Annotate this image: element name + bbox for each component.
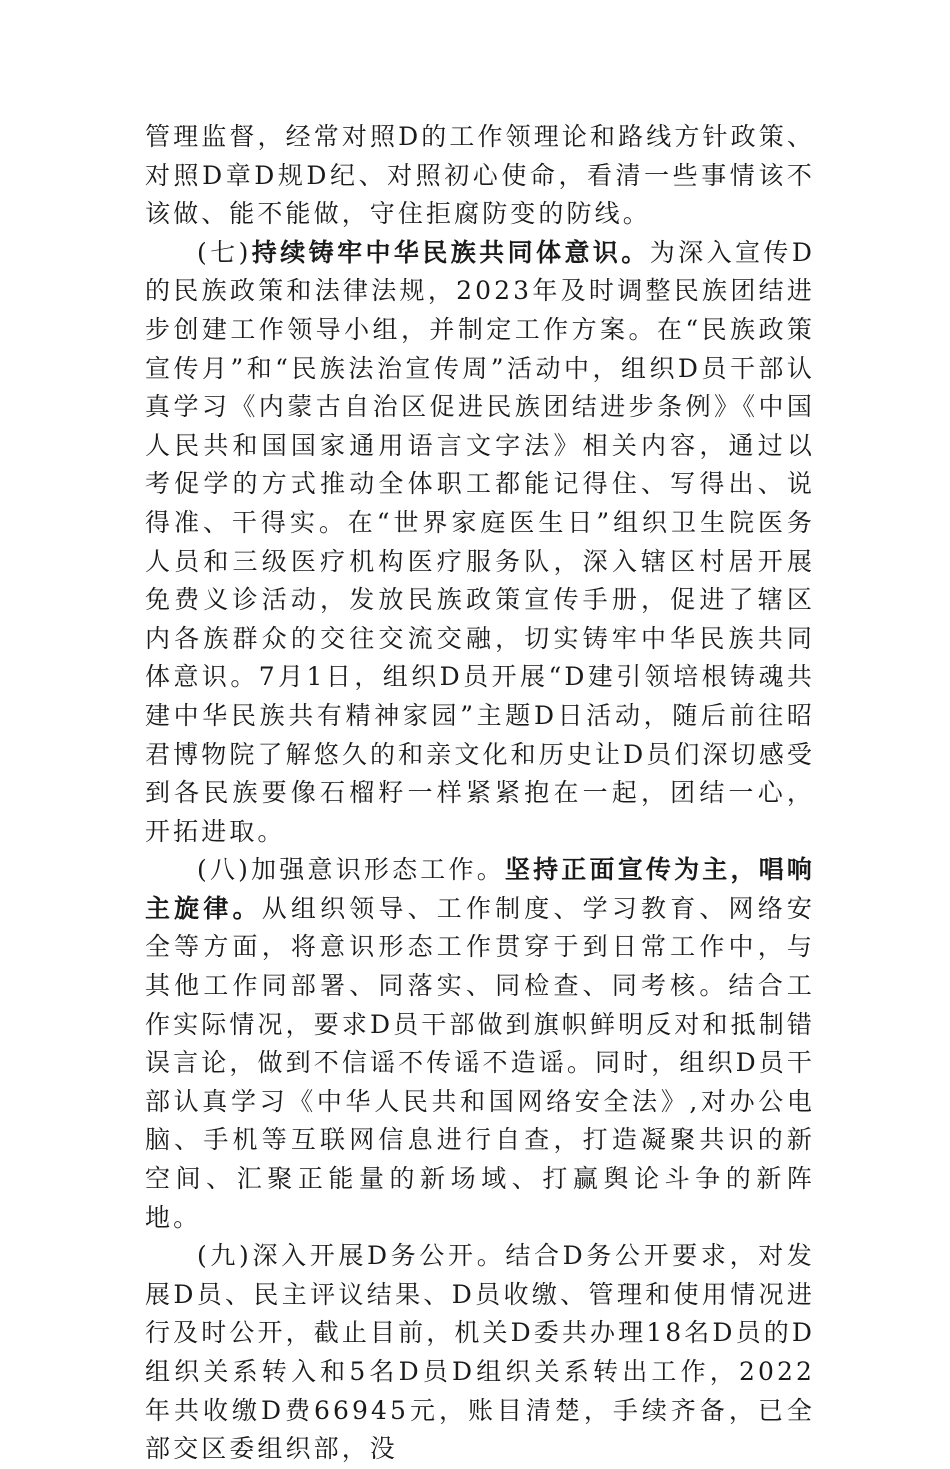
paragraph-4 — [145, 1237, 815, 1469]
paragraph-1 — [145, 118, 815, 234]
paragraph-3-heading: 坚持正面宣传为主，唱响主旋律。 — [145, 855, 815, 923]
paragraph-3-lead: (八)加强意识形态工作。 — [197, 855, 505, 885]
paragraph-3-body: 从组织领导、工作制度、学习教育、网络安全等方面，将意识形态工作贯穿于到日常工作中，与其他工作同部署、同落实、同检查、同考核。结合工作实际情况，要求D员干部做到旗帜鲜明反对和抵制错误言论，做到不信谣不传谣不造谣。同时，组织D员干部认真学习《中华人民共和国网络安全法》,对办公电脑、手机等互联网信息进行自查，打造凝聚共识的新空间、汇聚正能量的新场域、打赢舆论斗争的新阵地。 — [145, 893, 816, 1232]
paragraph-4-lead: (九)深入开展D务公开。 — [197, 1241, 506, 1271]
paragraph-1-body: 管理监督，经常对照D的工作领理论和路线方针政策、对照D章D规D纪、对照初心使命，看清一些事情该不该做、能不能做，守住拒腐防变的防线。 — [145, 122, 815, 229]
document-page — [145, 118, 815, 1469]
paragraph-4-body: 结合D务公开要求，对发展D员、民主评议结果、D员收缴、管理和使用情况进行及时公开，截止目前，机关D委共办理18名D员的D组织关系转入和5名D员D组织关系转出工作，2022年共收缴D费66945元，账目清楚，手续齐备，已全部交区委组织部，没 — [145, 1241, 815, 1464]
paragraph-2 — [145, 234, 815, 852]
paragraph-2-lead: (七) — [197, 237, 252, 267]
paragraph-2-body: 为深入宣传D的民族政策和法律法规，2023年及时调整民族团结进步创建工作领导小组，并制定工作方案。在“民族政策宣传月”和“民族法治宣传周”活动中，组织D员干部认真学习《内蒙古自治区促进民族团结进步条例》《中国人民共和国国家通用语言文字法》相关内容，通过以考促学的方式推动全体职工都能记得住、写得出、说得准、干得实。在“世界家庭医生日”组织卫生院医务人员和三级医疗机构医疗服务队，深入辖区村居开展免费义诊活动，发放民族政策宣传手册，促进了辖区内各族群众的交往交流交融，切实铸牢中华民族共同体意识。7月1日，组织D员开展“D建引领培根铸魂共建中华民族共有精神家园”主题D日活动，随后前往昭君博物院了解悠久的和亲文化和历史让D员们深切感受到各民族要像石榴籽一样紧紧抱在一起，团结一心，开拓进取。 — [145, 237, 815, 846]
paragraph-3 — [145, 851, 815, 1237]
paragraph-2-heading: 持续铸牢中华民族共同体意识。 — [251, 237, 650, 267]
